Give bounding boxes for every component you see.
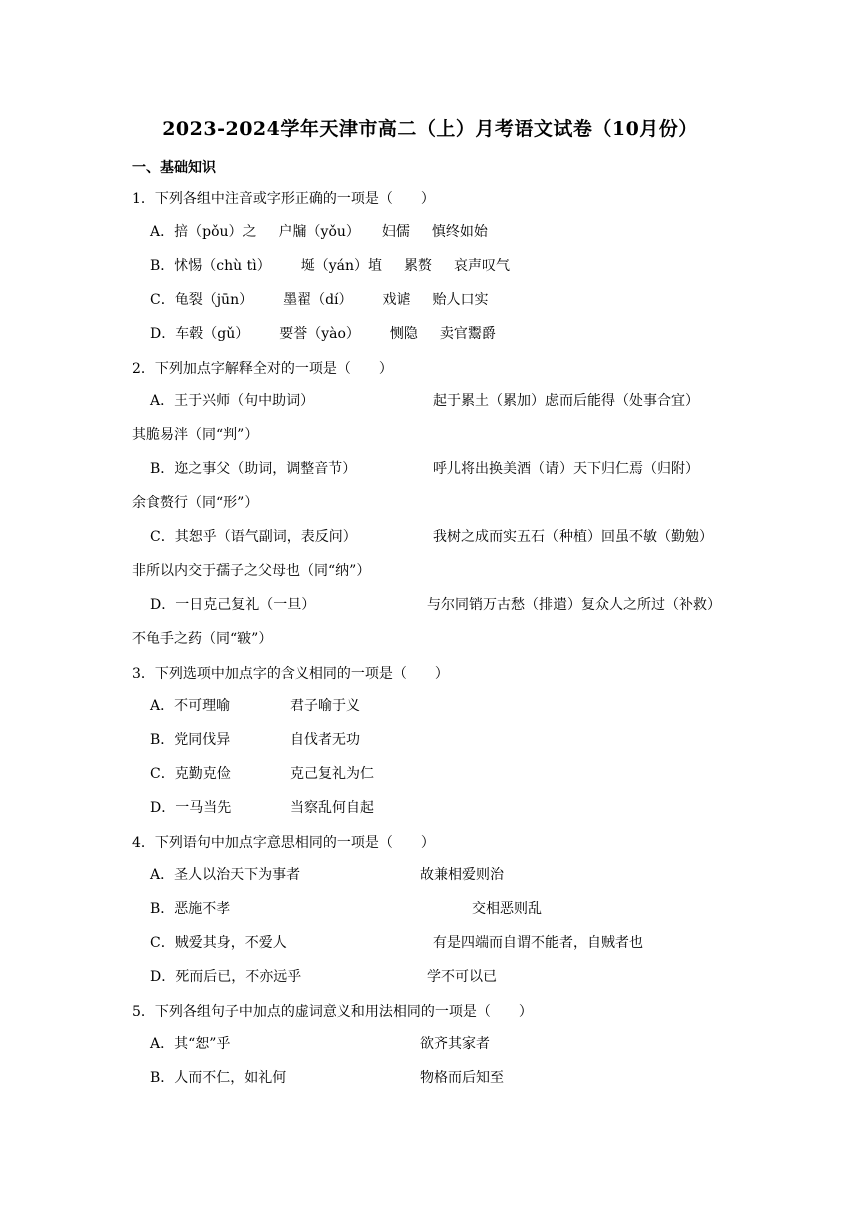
option-label: C．	[150, 935, 175, 951]
question-1-option-a	[150, 223, 488, 241]
question-3-option-a	[150, 697, 230, 715]
option-left: 不可理喻	[174, 698, 231, 714]
option-label: D．	[150, 597, 176, 613]
option-label: B．	[150, 258, 175, 274]
page-title: 2023-2024学年天津市高二（上）月考语文试卷（10月份）	[162, 118, 698, 140]
question-4-option-b	[150, 900, 230, 918]
question-1-option-b	[150, 257, 510, 275]
question-1-option-c	[150, 291, 489, 309]
question-2-option-d	[150, 596, 315, 614]
option-part: 累赘	[404, 258, 433, 274]
option-left: 一日克己复礼（一旦）	[175, 597, 316, 613]
question-4-option-c	[150, 934, 287, 952]
question-5-option-b	[150, 1069, 286, 1087]
question-2-option-b-right: 呼儿将出换美酒（请）天下归仁焉（归附）	[433, 461, 699, 477]
option-label: A．	[150, 867, 175, 883]
question-5-option-b-right: 物格而后知至	[420, 1070, 504, 1086]
question-4-option-b-right: 交相恶则乱	[472, 901, 542, 917]
option-part: 贻人口实	[432, 292, 489, 308]
question-4-option-a	[150, 866, 300, 884]
question-1-stem: 1．下列各组中注音或字形正确的一项是（ ）	[132, 191, 435, 207]
option-left: 王于兴师（句中助词）	[174, 393, 315, 409]
option-part: 户牖（yǒu）	[278, 224, 360, 240]
question-5-option-a	[150, 1035, 230, 1053]
question-3-stem: 3．下列选项中加点字的含义相同的一项是（ ）	[132, 666, 449, 682]
question-2-option-d-cont: 不龟手之药（同“皲”）	[132, 631, 273, 647]
option-label: A．	[150, 393, 175, 409]
question-3-option-a-right: 君子喻于义	[290, 698, 360, 714]
option-label: D．	[150, 326, 176, 342]
option-part: 戏谑	[382, 292, 411, 308]
option-label: B．	[150, 1070, 175, 1086]
question-3-option-c	[150, 765, 231, 783]
option-part: 要誉（yào）	[279, 326, 360, 342]
option-part: 哀声叹气	[454, 258, 511, 274]
option-label: A．	[150, 698, 175, 714]
option-label: A．	[150, 1036, 175, 1052]
question-3-option-b-right: 自伐者无功	[290, 732, 360, 748]
option-left: 死而后已，不亦远乎	[175, 969, 302, 985]
option-part: 卖官鬻爵	[439, 326, 496, 342]
question-2-option-c	[150, 528, 357, 546]
option-left: 其恕乎（语气副词，表反问）	[174, 529, 357, 545]
option-part: 掊（pǒu）之	[174, 224, 257, 240]
question-2-option-c-right: 我树之成而实五石（种植）回虽不敏（勤勉）	[433, 529, 713, 545]
option-label: D．	[150, 969, 176, 985]
option-left: 贼爱其身，不爱人	[174, 935, 287, 951]
question-4-option-d-right: 学不可以已	[427, 969, 497, 985]
question-4-option-a-right: 故兼相爱则治	[420, 867, 504, 883]
question-4-stem: 4．下列语句中加点字意思相同的一项是（ ）	[132, 835, 435, 851]
option-label: B．	[150, 732, 175, 748]
option-left: 克勤克俭	[174, 766, 231, 782]
question-3-option-d	[150, 799, 231, 817]
question-2-option-c-cont: 非所以内交于孺子之父母也（同“纳”）	[132, 563, 371, 579]
option-left: 人而不仁，如礼何	[174, 1070, 287, 1086]
option-left: 一马当先	[175, 800, 232, 816]
question-2-option-b	[150, 460, 356, 478]
option-label: B．	[150, 461, 175, 477]
question-2-option-d-right: 与尔同销万古愁（排遣）复众人之所过（补救）	[427, 597, 721, 613]
option-part: 墨翟（dí）	[283, 292, 353, 308]
option-left: 党同伐异	[174, 732, 231, 748]
option-label: A．	[150, 224, 175, 240]
option-part: 怵惕（chù tì）	[174, 258, 271, 274]
question-2-option-b-cont: 余食赘行（同“形”）	[132, 495, 259, 511]
question-2-option-a	[150, 392, 314, 410]
question-4-option-d	[150, 968, 301, 986]
question-2-option-a-right: 起于累土（累加）虑而后能得（处事合宜）	[433, 393, 699, 409]
question-1-option-d	[150, 325, 496, 343]
option-left: 其“恕”乎	[174, 1036, 231, 1052]
option-part: 恻隐	[389, 326, 418, 342]
question-5-option-a-right: 欲齐其家者	[420, 1036, 490, 1052]
option-left: 迩之事父（助词，调整音节）	[174, 461, 357, 477]
option-label: D．	[150, 800, 176, 816]
option-label: C．	[150, 529, 175, 545]
option-part: 车毂（gǔ）	[175, 326, 250, 342]
option-label: C．	[150, 766, 175, 782]
section-heading: 一、基础知识	[132, 160, 216, 176]
option-part: 埏（yán）埴	[300, 258, 383, 274]
option-label: B．	[150, 901, 175, 917]
question-3-option-b	[150, 731, 230, 749]
option-part: 龟裂（jūn）	[174, 292, 254, 308]
option-left: 恶施不孝	[174, 901, 231, 917]
option-label: C．	[150, 292, 175, 308]
question-2-option-a-cont: 其脆易泮（同“判”）	[132, 427, 259, 443]
question-3-option-d-right: 当察乱何自起	[290, 800, 374, 816]
question-5-stem: 5．下列各组句子中加点的虚词意义和用法相同的一项是（ ）	[132, 1004, 533, 1020]
question-4-option-c-right: 有是四端而自谓不能者，自贼者也	[433, 935, 643, 951]
question-3-option-c-right: 克己复礼为仁	[290, 766, 374, 782]
option-part: 妇儒	[381, 224, 410, 240]
question-2-stem: 2．下列加点字解释全对的一项是（ ）	[132, 361, 393, 377]
option-part: 慎终如始	[431, 224, 488, 240]
option-left: 圣人以治天下为事者	[174, 867, 301, 883]
